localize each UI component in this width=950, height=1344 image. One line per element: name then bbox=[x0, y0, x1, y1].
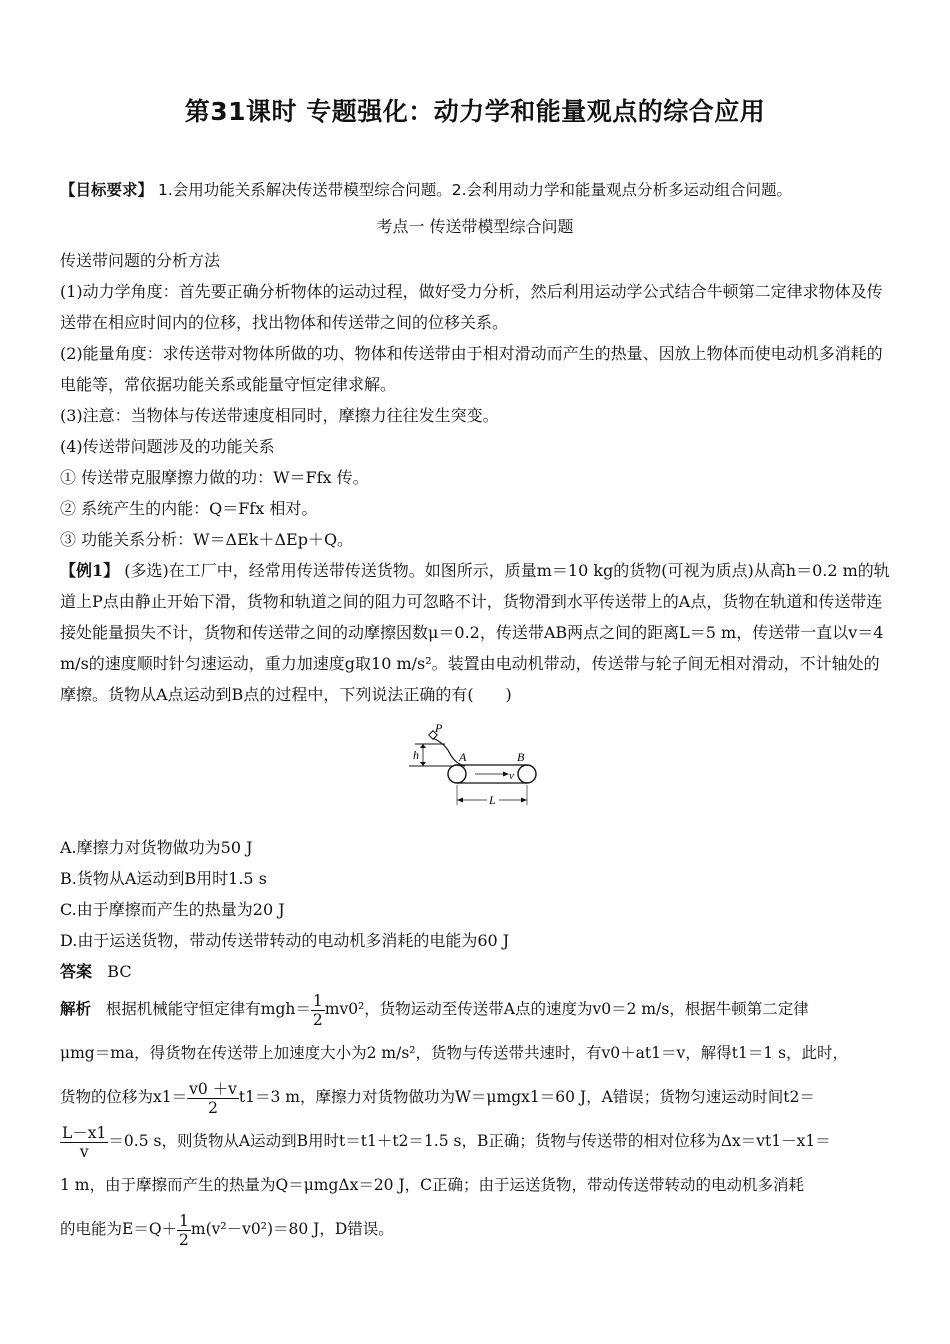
point-3: (3)注意：当物体与传送带速度相同时，摩擦力往往发生突变。 bbox=[60, 406, 499, 425]
option-d: D.由于运送货物，带动传送带转动的电动机多消耗的电能为60 J bbox=[60, 931, 510, 950]
goal-text: 1.会用功能关系解决传送带模型综合问题。2.会利用动力学和能量观点分析多运动组合问题。 bbox=[157, 181, 793, 199]
height-arrow-down bbox=[420, 762, 426, 766]
answer-value: BC bbox=[107, 962, 132, 981]
method-heading: 传送带问题的分析方法 bbox=[60, 251, 221, 270]
analysis-line-6b: m(v²－v0²)＝80 J，D错误。 bbox=[190, 1220, 394, 1238]
label-h: h bbox=[413, 748, 419, 762]
example-text: (多选)在工厂中，经常用传送带传送货物。如图所示，质量m＝10 kg的货物(可视为质点)从高h＝0.2 m的轨道上P点由静止开始下滑，货物和轨道之间的阻力可忽略不计，货物滑到水平传送带上的A点，货物在轨道和传送带连接处能量损失不计，货物和传送带之间的动摩擦因数μ＝0.2，传送带AB两点之间的距离L＝5 m，传送带一直以v＝4 m/s的速度顺时针匀速运动，重力加速度g取10 m/s²。装置由电动机带动，传送带与轮子间无相对滑动，不计轴处的摩擦。货物从A点运动到B点的过程中，下列说法正确的有( ) bbox=[60, 561, 890, 704]
dimension-arrow-right bbox=[521, 798, 527, 803]
learning-goals bbox=[60, 178, 920, 200]
left-wheel bbox=[448, 765, 466, 783]
analysis-line-6a: 的电能为E＝Q＋ bbox=[60, 1220, 178, 1238]
relation-2: ② 系统产生的内能：Q＝Ffx 相对。 bbox=[60, 499, 318, 518]
content-body bbox=[60, 245, 890, 1251]
relation-3: ③ 功能关系分析：W＝ΔEk＋ΔEp＋Q。 bbox=[60, 530, 354, 549]
answer-label: 答案 bbox=[60, 962, 93, 981]
right-wheel bbox=[518, 765, 536, 783]
label-b: B bbox=[517, 750, 525, 764]
option-c: C.由于摩擦而产生的热量为20 J bbox=[60, 900, 285, 919]
page-title: 第31课时 专题强化：动力学和能量观点的综合应用 bbox=[184, 97, 766, 126]
fraction-time: $\frac{L-x1}{v}$ bbox=[62, 1123, 107, 1161]
analysis-line-1b: mv0²，货物运动至传送带A点的速度为v0＝2 m/s，根据牛顿第二定律 bbox=[324, 1000, 809, 1018]
fraction-half-2: $\frac{1}{2}$ bbox=[179, 1211, 189, 1249]
example-tag: 【例1】 bbox=[60, 561, 120, 580]
analysis-line-3b: t1＝3 m，摩擦力对货物做功为W＝μmgx1＝60 J，A错误；货物匀速运动时间t2＝ bbox=[238, 1088, 815, 1106]
point-4: (4)传送带问题涉及的功能关系 bbox=[60, 437, 275, 456]
analysis-line-5: 1 m，由于摩擦而产生的热量为Q＝μmgΔx＝20 J，C正确；由于运送货物，带动传送带转动的电动机多消耗 bbox=[60, 1176, 805, 1194]
option-a: A.摩擦力对货物做功为50 J bbox=[60, 838, 253, 857]
section-title: 考点一 传送带模型综合问题 bbox=[376, 217, 574, 236]
analysis-line-3a: 货物的位移为x1＝ bbox=[60, 1088, 188, 1106]
analysis bbox=[60, 987, 890, 1251]
analysis-line-4: ＝0.5 s，则货物从A运动到B用时t＝t1＋t2＝1.5 s，B正确；货物与传送带的相对位移为Δx＝vt1－x1＝ bbox=[108, 1132, 831, 1150]
answer bbox=[60, 956, 890, 987]
conveyor-diagram bbox=[405, 722, 545, 817]
analysis-line-1a: 根据机械能守恒定律有mgh＝ bbox=[105, 1000, 311, 1018]
analysis-label: 解析 bbox=[60, 1000, 92, 1018]
example-1 bbox=[60, 555, 890, 710]
height-arrow-up bbox=[420, 744, 426, 748]
fraction-half-1: $\frac{1}{2}$ bbox=[312, 991, 323, 1029]
option-b: B.货物从A运动到B用时1.5 s bbox=[60, 869, 267, 888]
analysis-line-2: μmg＝ma，得货物在传送带上加速度大小为2 m/s²，货物与传送带共速时，有v0＋at1＝v，解得t1＝1 s，此时， bbox=[60, 1044, 849, 1062]
point-1: (1)动力学角度：首先要正确分析物体的运动过程，做好受力分析，然后利用运动学公式结合牛顿第二定律求物体及传送带在相应时间内的位移，找出物体和传送带之间的位移关系。 bbox=[60, 282, 883, 332]
fraction-velocity-avg: $\frac{v0 +v}{2}$ bbox=[189, 1079, 237, 1117]
goal-tag: 【目标要求】 bbox=[60, 181, 154, 199]
dimension-arrow-left bbox=[457, 798, 463, 803]
label-v: v bbox=[509, 770, 514, 782]
label-p: P bbox=[435, 722, 443, 735]
relation-1: ① 传送带克服摩擦力做的功：W＝Ffx 传。 bbox=[60, 468, 369, 487]
label-a: A bbox=[459, 750, 467, 764]
point-2: (2)能量角度：求传送带对物体所做的功、物体和传送带由于相对滑动而产生的热量、因放上物体而使电动机多消耗的电能等，常依据功能关系或能量守恒定律求解。 bbox=[60, 344, 883, 394]
label-l: L bbox=[489, 793, 496, 807]
conveyor-figure bbox=[60, 722, 890, 832]
